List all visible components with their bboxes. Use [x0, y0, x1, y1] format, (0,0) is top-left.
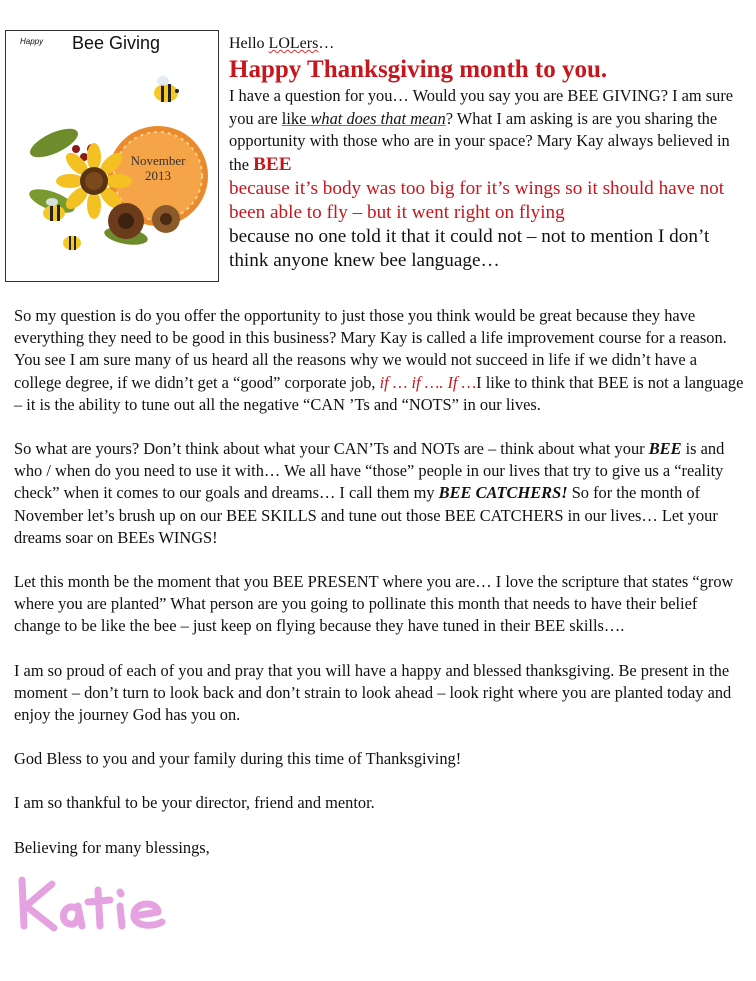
- paragraph-3: [14, 438, 744, 549]
- badge-text: [118, 153, 198, 183]
- intro-paragraph: [229, 85, 749, 177]
- p1-like: like: [281, 108, 311, 128]
- p3-text-b: is and who / when do you need to use it with… We all have “those” people in our lives that try to give us a “reality check” when it comes to our goals and dreams… I call them my: [14, 439, 725, 503]
- paragraph-6: God Bless to you and your family during this time of Thanksgiving!: [14, 749, 462, 769]
- p3-bee-catchers: BEE CATCHERS!: [438, 483, 568, 503]
- paragraph-5: I am so proud of each of you and pray that you will have a happy and blessed thanksgiving. Be present in the moment – don’t turn to look back and don’t strain to look ahead – look right where you are planted today and enjoy the journey God has you on.: [14, 660, 732, 725]
- p1-what-does-that-mean: what does that mean: [310, 108, 446, 128]
- p1-text-a: I have a question for you… Would you say you are BEE GIVING? I am sure you are: [229, 86, 734, 128]
- katie-signature: [12, 872, 172, 934]
- p1-bee: BEE: [253, 153, 292, 175]
- paragraph-2: [14, 305, 744, 416]
- greeting-prefix: Hello: [229, 35, 269, 52]
- clipart-title: Bee Giving: [72, 33, 161, 53]
- headline: Happy Thanksgiving month to you.: [229, 56, 608, 83]
- paragraph-7: I am so thankful to be your director, friend and mentor.: [14, 793, 375, 813]
- p1-text-b: ? What I am asking is are you sharing the opportunity with those who are in your space? Mary Kay always believed in the: [229, 108, 730, 174]
- p1-red-text: because it’s body was too big for it’s wings so it should have not been able to fly – but it went right on flying: [229, 177, 725, 223]
- greeting: [229, 33, 749, 55]
- intro-section: [229, 33, 749, 273]
- p2-text-a: So my question is do you offer the opportunity to just those you think would be great because they have everything they need to be good in this business? Mary Kay is called a life improvement course for a reason. You see I am sure many of us heard all the reasons why we would not succeed in life if we didn’t have a college degree, if we didn’t get a “good” corporate job,: [14, 306, 727, 392]
- p3-text-c: So for the month of November let’s brush up on our BEE SKILLS and tune out those BEE CATCHERS in our lives… Let your dreams soar on BEEs WINGS!: [14, 483, 718, 547]
- badge-year: 2013: [145, 168, 171, 183]
- letter-body: [14, 305, 744, 881]
- p1-black-text: because no one told it that it could not – not to mention I don’t think anyone knew bee language…: [229, 225, 710, 271]
- p3-bee: BEE: [648, 439, 682, 459]
- greeting-name: LOLers: [268, 35, 319, 52]
- p3-text-a: So what are yours? Don’t think about what your CAN’Ts and NOTs are – think about what your: [14, 439, 649, 459]
- greeting-suffix: …: [318, 35, 335, 52]
- p2-if: if … if …. If …: [379, 372, 477, 392]
- p2-text-b: I like to think that BEE is not a language – it is the ability to tune out all the negative “CAN ’Ts and “NOTS” in our lives.: [14, 372, 744, 414]
- closing: Believing for many blessings,: [14, 837, 210, 857]
- paragraph-4: Let this month be the moment that you BEE PRESENT where you are… I love the scripture that states “grow where you are planted” What person are you going to pollinate this month that needs to have their belief change to be like the bee – just keep on flying because they have tuned in their BEE skills….: [14, 572, 734, 636]
- clipart-small-label: Happy: [20, 37, 44, 46]
- bee-giving-clipart: [5, 30, 219, 282]
- badge-month: November: [130, 153, 186, 168]
